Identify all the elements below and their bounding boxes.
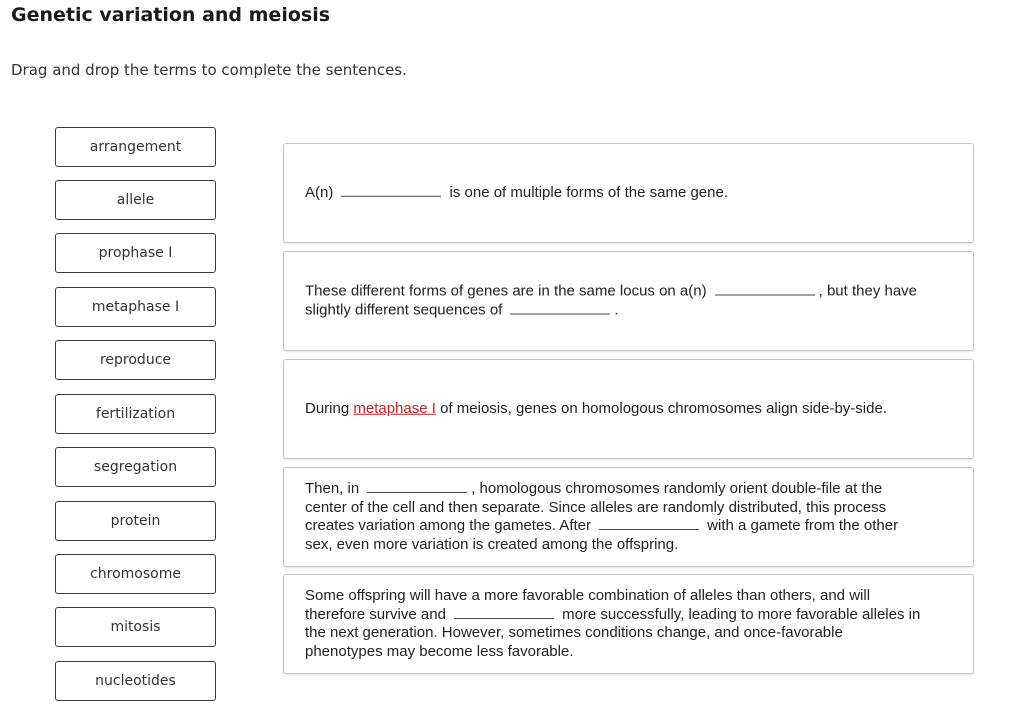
sentence-3-part-a: During — [305, 399, 350, 417]
sentence-5-part-b: more successfully, leading to more favorable alleles in the next generation. However, sometimes conditions change, and once-favorable phenotypes may become less favorable. — [305, 605, 921, 660]
drop-blank-4[interactable] — [367, 480, 467, 493]
sentence-2-part-c: . — [614, 301, 619, 318]
sentence-text — [305, 587, 923, 661]
term-tile-mitosis[interactable]: mitosis — [55, 607, 216, 647]
sentence-4-part-c: with a gamete from the other sex, even more variation is created among the offspring. — [305, 517, 899, 553]
sentence-2-part-a: These different forms of genes are in the same locus on a(n) — [305, 282, 707, 300]
drop-blank-1[interactable] — [341, 184, 441, 197]
sentence-3-part-b: of meiosis, genes on homologous chromosomes align side-by-side. — [440, 399, 887, 417]
sentence-text — [305, 184, 923, 203]
sentence-5-part-a: Some offspring will have a more favorable combination of alleles than others, and will therefore survive and — [305, 587, 871, 623]
sentence-text — [305, 283, 923, 320]
drop-blank-5[interactable] — [599, 517, 699, 530]
term-tile-arrangement[interactable]: arrangement — [55, 127, 216, 167]
sentence-text — [305, 400, 923, 419]
sentence-box-5 — [283, 574, 974, 674]
sentence-text — [305, 480, 923, 554]
term-tile-segregation[interactable]: segregation — [55, 447, 216, 487]
term-tile-chromosome[interactable]: chromosome — [55, 554, 216, 594]
drop-blank-6[interactable] — [454, 606, 554, 619]
sentence-2-part-b: , but they have slightly different sequences of — [305, 282, 918, 318]
term-tile-reproduce[interactable]: reproduce — [55, 340, 216, 380]
sentence-box-1 — [283, 143, 974, 243]
term-tile-prophase-i[interactable]: prophase I — [55, 233, 216, 273]
page-title: Genetic variation and meiosis — [11, 4, 331, 26]
term-tile-protein[interactable]: protein — [55, 501, 216, 541]
drop-blank-2[interactable] — [715, 283, 815, 296]
sentence-box-3 — [283, 359, 974, 459]
filled-term-metaphase-i[interactable]: metaphase I — [353, 399, 436, 417]
instructions-text: Drag and drop the terms to complete the sentences. — [11, 61, 407, 79]
sentence-1-part-b: is one of multiple forms of the same gene. — [449, 183, 728, 201]
sentence-box-4 — [283, 467, 974, 567]
term-tile-allele[interactable]: allele — [55, 180, 216, 220]
term-tile-metaphase-i[interactable]: metaphase I — [55, 287, 216, 327]
term-tile-nucleotides[interactable]: nucleotides — [55, 661, 216, 701]
sentence-1-part-a: A(n) — [305, 183, 334, 201]
sentence-4-part-b: , homologous chromosomes randomly orient double-file at the center of the cell and then separate. Since alleles are randomly distributed, this process creates variation among the gametes. After — [305, 480, 887, 534]
drop-blank-3[interactable] — [510, 301, 610, 314]
sentence-box-2 — [283, 251, 974, 351]
sentence-4-part-a: Then, in — [305, 480, 360, 497]
term-tile-fertilization[interactable]: fertilization — [55, 394, 216, 434]
